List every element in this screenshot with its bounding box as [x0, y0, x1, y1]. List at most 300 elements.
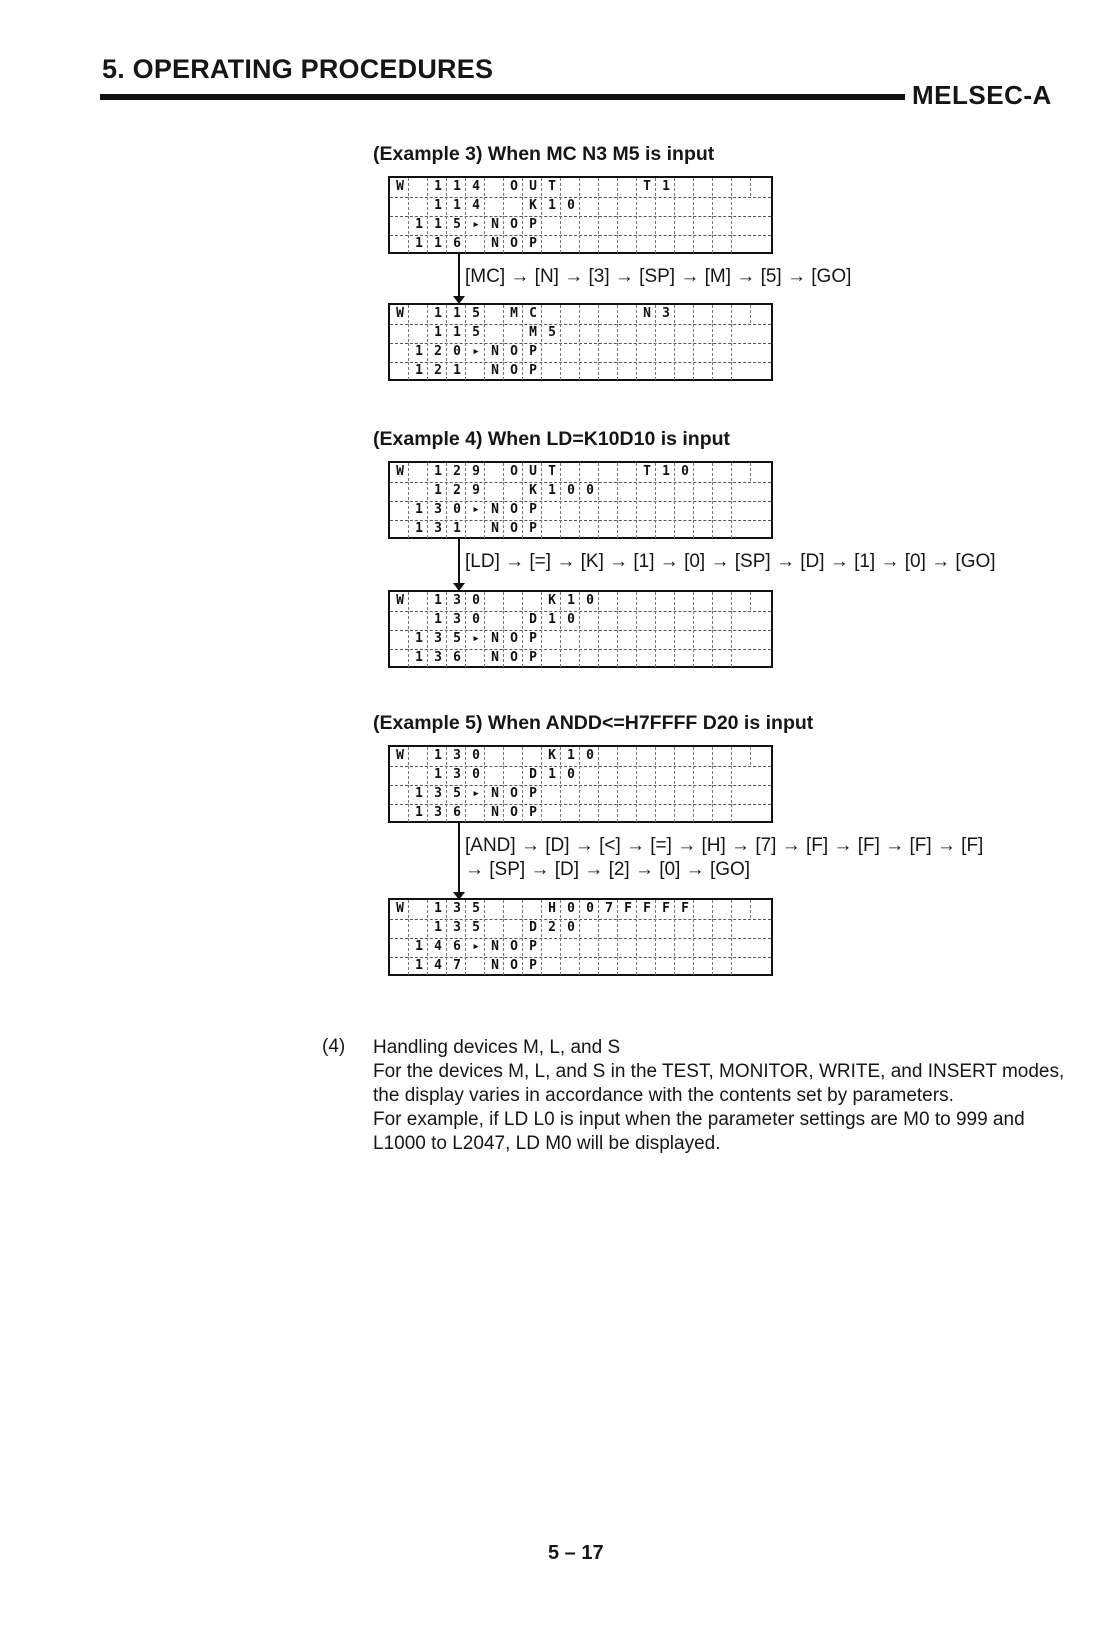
- lcd-char: [696, 463, 713, 481]
- lcd-char: [601, 216, 618, 234]
- lcd-char: [677, 178, 694, 196]
- section-body: [373, 1036, 1073, 1156]
- lcd-char: [563, 178, 580, 196]
- lcd-char: [677, 216, 694, 234]
- lcd-char: 5: [468, 305, 485, 323]
- lcd-row: [390, 649, 771, 668]
- lcd-char: [392, 482, 409, 500]
- lcd-char: O: [506, 649, 523, 667]
- lcd-char: [677, 343, 694, 361]
- lcd-char: [392, 362, 409, 380]
- lcd-char: 1: [430, 197, 447, 215]
- lcd-char: 2: [449, 463, 466, 481]
- lcd-char: [620, 216, 637, 234]
- lcd-char: [696, 630, 713, 648]
- lcd-char: 1: [430, 178, 447, 196]
- lcd-char: [563, 938, 580, 956]
- lcd-char: [696, 766, 713, 784]
- lcd-char: 1: [658, 178, 675, 196]
- lcd-char: M: [506, 305, 523, 323]
- lcd-char: [392, 520, 409, 538]
- lcd-char: [563, 501, 580, 519]
- lcd-char: [411, 611, 428, 629]
- lcd-char: 1: [449, 362, 466, 380]
- lcd-char: D: [525, 611, 542, 629]
- lcd-display: [388, 461, 773, 539]
- lcd-char: [715, 216, 732, 234]
- lcd-char: [696, 197, 713, 215]
- lcd-char: [658, 938, 675, 956]
- lcd-char: [392, 324, 409, 342]
- lcd-char: 1: [430, 235, 447, 253]
- lcd-display: [388, 745, 773, 823]
- lcd-char: [601, 235, 618, 253]
- lcd-char: N: [639, 305, 656, 323]
- lcd-char: 3: [430, 804, 447, 822]
- lcd-char: [487, 305, 504, 323]
- lcd-char: [506, 747, 523, 765]
- lcd-char: [658, 919, 675, 937]
- lcd-display: [388, 590, 773, 668]
- lcd-char: [487, 919, 504, 937]
- lcd-char: [658, 362, 675, 380]
- example-3-caption: (Example 3) When MC N3 M5 is input: [373, 143, 715, 165]
- lcd-char: [658, 324, 675, 342]
- lcd-char: [411, 482, 428, 500]
- lcd-char: [715, 649, 732, 667]
- lcd-char: [715, 785, 732, 803]
- lcd-char: [696, 900, 713, 918]
- lcd-char: [658, 501, 675, 519]
- lcd-char: [734, 592, 751, 610]
- lcd-char: [582, 938, 599, 956]
- lcd-char: [696, 362, 713, 380]
- lcd-char: [411, 197, 428, 215]
- lcd-char: 1: [430, 747, 447, 765]
- lcd-char: [620, 343, 637, 361]
- lcd-char: [620, 197, 637, 215]
- lcd-char: 0: [468, 611, 485, 629]
- lcd-row: [390, 804, 771, 823]
- lcd-char: [658, 520, 675, 538]
- lcd-char: [582, 611, 599, 629]
- lcd-char: [715, 804, 732, 822]
- lcd-char: [734, 305, 751, 323]
- lcd-char: N: [487, 804, 504, 822]
- lcd-char: [658, 957, 675, 975]
- lcd-char: P: [525, 649, 542, 667]
- lcd-char: [544, 235, 561, 253]
- lcd-char: O: [506, 630, 523, 648]
- lcd-char: P: [525, 957, 542, 975]
- lcd-char: [487, 592, 504, 610]
- lcd-char: 3: [449, 919, 466, 937]
- lcd-char: [563, 649, 580, 667]
- lcd-char: ▸: [468, 343, 485, 361]
- lcd-char: [677, 919, 694, 937]
- lcd-char: [392, 766, 409, 784]
- lcd-char: 6: [449, 938, 466, 956]
- lcd-char: [696, 501, 713, 519]
- lcd-char: 1: [411, 957, 428, 975]
- lcd-char: [582, 785, 599, 803]
- key-sequence-continued: → [SP] → [D] → [2] → [0] → [GO]: [465, 859, 751, 880]
- lcd-char: [582, 197, 599, 215]
- lcd-char: P: [525, 235, 542, 253]
- lcd-row: [390, 919, 771, 939]
- lcd-char: [696, 520, 713, 538]
- lcd-char: [601, 324, 618, 342]
- lcd-char: [639, 611, 656, 629]
- lcd-display: [388, 898, 773, 976]
- lcd-char: ▸: [468, 785, 485, 803]
- lcd-char: 4: [430, 938, 447, 956]
- lcd-char: [696, 938, 713, 956]
- lcd-row: [390, 957, 771, 976]
- lcd-char: [620, 324, 637, 342]
- lcd-char: [468, 957, 485, 975]
- lcd-char: 7: [601, 900, 618, 918]
- lcd-char: [715, 938, 732, 956]
- lcd-char: [506, 592, 523, 610]
- lcd-char: [506, 324, 523, 342]
- lcd-row: [390, 216, 771, 236]
- lcd-char: 0: [563, 900, 580, 918]
- lcd-char: 1: [411, 938, 428, 956]
- lcd-char: [487, 747, 504, 765]
- flow-arrow-line: [458, 539, 460, 585]
- lcd-char: [601, 785, 618, 803]
- lcd-char: [468, 235, 485, 253]
- lcd-char: [658, 804, 675, 822]
- lcd-char: [411, 178, 428, 196]
- lcd-char: [639, 766, 656, 784]
- lcd-row: [390, 611, 771, 631]
- lcd-char: [582, 305, 599, 323]
- lcd-char: [468, 362, 485, 380]
- lcd-char: [639, 216, 656, 234]
- lcd-row: [390, 178, 771, 198]
- lcd-char: [620, 611, 637, 629]
- lcd-char: 0: [677, 463, 694, 481]
- lcd-char: 7: [449, 957, 466, 975]
- lcd-char: [411, 305, 428, 323]
- lcd-char: [677, 804, 694, 822]
- lcd-row: [390, 482, 771, 502]
- lcd-char: [506, 919, 523, 937]
- lcd-char: ▸: [468, 501, 485, 519]
- lcd-char: 5: [468, 919, 485, 937]
- lcd-char: 6: [449, 235, 466, 253]
- lcd-char: [392, 649, 409, 667]
- header-rule: [100, 94, 905, 100]
- lcd-char: [411, 592, 428, 610]
- lcd-char: 1: [430, 463, 447, 481]
- lcd-char: [487, 463, 504, 481]
- lcd-char: 0: [563, 766, 580, 784]
- lcd-char: [582, 766, 599, 784]
- lcd-char: 5: [544, 324, 561, 342]
- lcd-char: [639, 482, 656, 500]
- lcd-char: [658, 197, 675, 215]
- lcd-char: [601, 766, 618, 784]
- lcd-char: 1: [411, 216, 428, 234]
- lcd-char: 1: [430, 919, 447, 937]
- lcd-char: [601, 482, 618, 500]
- lcd-char: [696, 649, 713, 667]
- lcd-row: [390, 362, 771, 381]
- lcd-char: [620, 938, 637, 956]
- lcd-char: [563, 305, 580, 323]
- lcd-char: [620, 630, 637, 648]
- lcd-char: [715, 611, 732, 629]
- lcd-char: [620, 362, 637, 380]
- lcd-char: [639, 649, 656, 667]
- lcd-char: P: [525, 785, 542, 803]
- lcd-char: [563, 520, 580, 538]
- lcd-char: N: [487, 938, 504, 956]
- lcd-char: [392, 919, 409, 937]
- lcd-row: [390, 463, 771, 483]
- lcd-char: [563, 804, 580, 822]
- lcd-char: N: [487, 649, 504, 667]
- lcd-char: [563, 324, 580, 342]
- lcd-char: [696, 216, 713, 234]
- flow-arrow-line: [458, 823, 460, 894]
- lcd-char: 0: [563, 482, 580, 500]
- lcd-char: [392, 216, 409, 234]
- lcd-char: [696, 178, 713, 196]
- example-4-caption: (Example 4) When LD=K10D10 is input: [373, 428, 731, 450]
- lcd-char: [392, 197, 409, 215]
- lcd-char: [487, 178, 504, 196]
- page-header-title: 5. OPERATING PROCEDURES: [102, 54, 494, 84]
- lcd-char: [601, 957, 618, 975]
- lcd-char: [677, 482, 694, 500]
- lcd-char: 1: [563, 747, 580, 765]
- lcd-char: [563, 216, 580, 234]
- lcd-char: 3: [449, 900, 466, 918]
- lcd-char: [715, 305, 732, 323]
- lcd-char: N: [487, 362, 504, 380]
- lcd-char: [582, 520, 599, 538]
- lcd-char: [658, 611, 675, 629]
- example-5-caption: (Example 5) When ANDD<=H7FFFF D20 is input: [373, 712, 814, 734]
- lcd-char: [639, 747, 656, 765]
- lcd-char: 0: [468, 747, 485, 765]
- lcd-char: [582, 957, 599, 975]
- lcd-char: 1: [430, 324, 447, 342]
- lcd-char: [601, 630, 618, 648]
- lcd-char: [582, 501, 599, 519]
- lcd-char: [620, 520, 637, 538]
- lcd-char: [487, 611, 504, 629]
- lcd-char: [525, 900, 542, 918]
- lcd-char: 1: [430, 611, 447, 629]
- lcd-char: K: [525, 197, 542, 215]
- lcd-char: [620, 463, 637, 481]
- lcd-char: [677, 747, 694, 765]
- lcd-char: [620, 178, 637, 196]
- lcd-char: [582, 463, 599, 481]
- lcd-char: [563, 957, 580, 975]
- lcd-char: T: [544, 178, 561, 196]
- lcd-char: F: [658, 900, 675, 918]
- lcd-char: W: [392, 592, 409, 610]
- lcd-char: N: [487, 630, 504, 648]
- lcd-char: [411, 463, 428, 481]
- section-heading: Handling devices M, L, and S: [373, 1037, 621, 1058]
- lcd-char: [658, 785, 675, 803]
- lcd-char: [715, 766, 732, 784]
- lcd-char: 1: [430, 900, 447, 918]
- lcd-char: N: [487, 216, 504, 234]
- lcd-char: [715, 235, 732, 253]
- lcd-char: O: [506, 235, 523, 253]
- lcd-char: O: [506, 178, 523, 196]
- lcd-char: [563, 785, 580, 803]
- lcd-char: 1: [411, 785, 428, 803]
- lcd-char: [582, 630, 599, 648]
- lcd-char: 3: [658, 305, 675, 323]
- lcd-char: [620, 785, 637, 803]
- lcd-char: [468, 649, 485, 667]
- lcd-display: [388, 176, 773, 254]
- lcd-char: 6: [449, 804, 466, 822]
- lcd-char: 5: [449, 216, 466, 234]
- lcd-char: [487, 324, 504, 342]
- lcd-char: N: [487, 957, 504, 975]
- lcd-char: P: [525, 520, 542, 538]
- lcd-char: [639, 520, 656, 538]
- lcd-char: [601, 197, 618, 215]
- lcd-char: [582, 216, 599, 234]
- lcd-char: 1: [449, 197, 466, 215]
- lcd-char: [639, 938, 656, 956]
- lcd-char: 1: [449, 324, 466, 342]
- lcd-char: 2: [449, 482, 466, 500]
- lcd-char: [715, 501, 732, 519]
- lcd-char: 1: [411, 235, 428, 253]
- lcd-char: [696, 785, 713, 803]
- lcd-char: [601, 463, 618, 481]
- lcd-char: [715, 900, 732, 918]
- lcd-char: 0: [563, 197, 580, 215]
- lcd-char: 4: [468, 197, 485, 215]
- lcd-char: 1: [411, 343, 428, 361]
- lcd-char: [601, 362, 618, 380]
- lcd-char: [658, 592, 675, 610]
- lcd-char: [715, 197, 732, 215]
- lcd-char: [677, 305, 694, 323]
- lcd-char: [677, 362, 694, 380]
- lcd-char: [677, 649, 694, 667]
- lcd-char: 9: [468, 463, 485, 481]
- lcd-char: [620, 747, 637, 765]
- lcd-char: P: [525, 501, 542, 519]
- lcd-char: O: [506, 463, 523, 481]
- lcd-char: [696, 324, 713, 342]
- lcd-char: [601, 611, 618, 629]
- lcd-char: [487, 482, 504, 500]
- lcd-char: [677, 324, 694, 342]
- lcd-char: [544, 362, 561, 380]
- lcd-char: 0: [449, 501, 466, 519]
- lcd-char: W: [392, 178, 409, 196]
- lcd-char: 0: [582, 900, 599, 918]
- lcd-row: [390, 938, 771, 958]
- lcd-char: [715, 463, 732, 481]
- lcd-char: O: [506, 938, 523, 956]
- lcd-char: [525, 592, 542, 610]
- lcd-char: P: [525, 938, 542, 956]
- lcd-char: [677, 235, 694, 253]
- key-sequence: [LD] → [=] → [K] → [1] → [0] → [SP] → [D] → [1] → [0] → [GO]: [465, 551, 996, 572]
- lcd-char: 4: [430, 957, 447, 975]
- lcd-char: [563, 235, 580, 253]
- lcd-char: 1: [411, 630, 428, 648]
- lcd-char: [715, 747, 732, 765]
- lcd-char: [392, 235, 409, 253]
- lcd-char: 3: [449, 747, 466, 765]
- lcd-char: [620, 501, 637, 519]
- lcd-char: [601, 305, 618, 323]
- lcd-row: [390, 305, 771, 325]
- lcd-char: [639, 197, 656, 215]
- lcd-char: 3: [430, 630, 447, 648]
- lcd-char: [601, 343, 618, 361]
- lcd-char: [715, 482, 732, 500]
- lcd-char: [639, 343, 656, 361]
- lcd-row: [390, 766, 771, 786]
- lcd-row: [390, 235, 771, 254]
- lcd-char: [696, 919, 713, 937]
- lcd-char: [582, 343, 599, 361]
- lcd-char: [696, 804, 713, 822]
- lcd-char: [639, 785, 656, 803]
- key-sequence: [AND] → [D] → [<] → [=] → [H] → [7] → [F] → [F] → [F] → [F]: [465, 835, 984, 856]
- flow-arrow-line: [458, 254, 460, 298]
- lcd-char: 3: [430, 785, 447, 803]
- lcd-char: [506, 482, 523, 500]
- section-paragraph: For example, if LD L0 is input when the parameter settings are M0 to 999 and L1000 to L2047, LD M0 will be displayed.: [373, 1109, 1025, 1154]
- lcd-char: [582, 178, 599, 196]
- page-number: 5 – 17: [548, 1542, 604, 1564]
- lcd-char: [601, 649, 618, 667]
- lcd-char: 0: [468, 592, 485, 610]
- lcd-char: 1: [430, 482, 447, 500]
- lcd-char: M: [525, 324, 542, 342]
- lcd-char: [582, 919, 599, 937]
- lcd-char: 0: [582, 592, 599, 610]
- lcd-char: [677, 766, 694, 784]
- lcd-char: [620, 235, 637, 253]
- lcd-char: [544, 957, 561, 975]
- lcd-char: 1: [544, 611, 561, 629]
- lcd-char: ▸: [468, 938, 485, 956]
- lcd-char: 3: [430, 649, 447, 667]
- lcd-char: 1: [411, 362, 428, 380]
- lcd-char: P: [525, 804, 542, 822]
- lcd-char: [392, 343, 409, 361]
- lcd-char: O: [506, 957, 523, 975]
- lcd-char: [601, 501, 618, 519]
- lcd-char: [715, 592, 732, 610]
- lcd-row: [390, 324, 771, 344]
- lcd-char: [734, 178, 751, 196]
- lcd-char: [544, 343, 561, 361]
- lcd-char: [639, 957, 656, 975]
